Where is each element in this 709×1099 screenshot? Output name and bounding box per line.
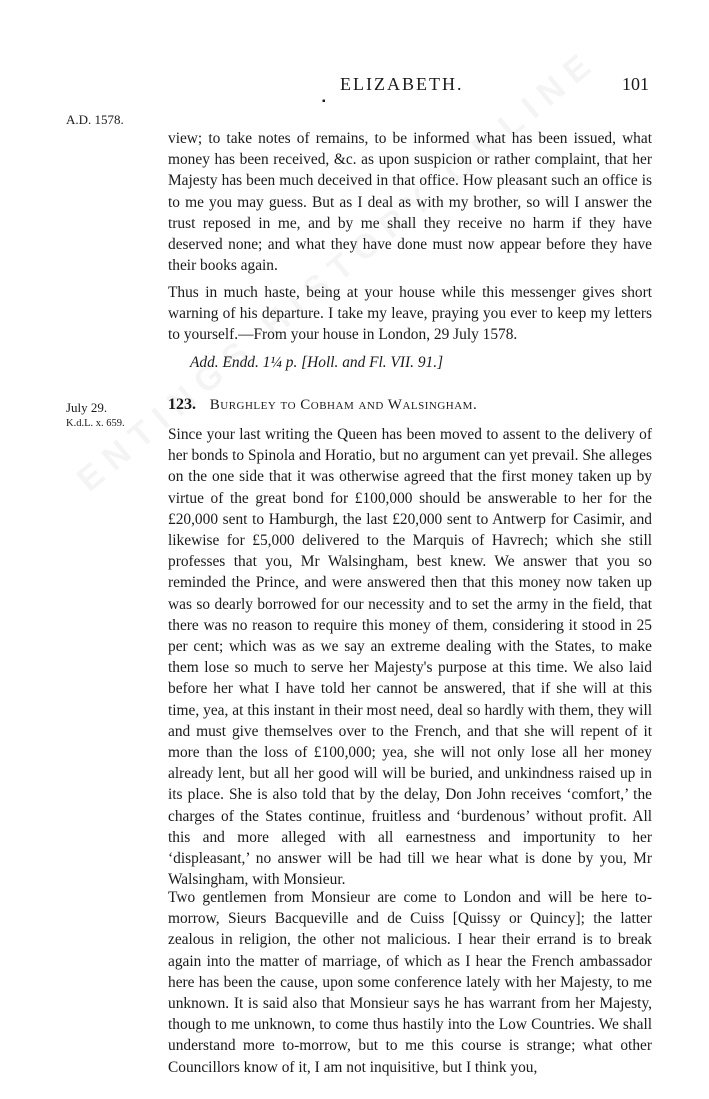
page-number: 101: [622, 74, 649, 94]
header-dot: ▪: [322, 96, 326, 107]
paragraph-3: Since your last writing the Queen has been moved to assent to the delivery of her bonds to Spinola and Horatio, but no argument can yet prevail. She alleges on the one side that it was otherwise agreed that the first money taken up by virtue of the great bond for £100,000 should be answerable to her for the £20,000 sent to Hamburgh, the last £20,000 sent to Antwerp for Casimir, and likewise for £5,000 delivered to the Marquis of Havrech; which she still professes that you, Mr Walsingham, best knew. We answer that you so reminded the Prince, and were answered then that this money now taken up was so dearly borrowed for our necessity and to set the army in the field, that there was no reason to require this money of them, considering it stood in 25 per cent; which was as we say an extreme dealing with the States, to make them lose so much to serve her Majesty's purpose at this time. We also laid before her what I have told her cannot be answered, that if she will at this time, yea, at this instant in their most need, deal so hardly with them, they will and must give themselves over to the French, and that she will repent of it more than the loss of £100,000; yea, she will not only lose all her money already lent, but all her good will will be buried, and unkindness raised up in its place. She is also told that by the delay, Don John receives ‘comfort,’ the charges of the States continue, fruitless and ‘burdenous’ without profit. All this and more alleged with all earnestness and importunity to her ‘displeasant,’ no answer will be had till we hear what is done by you, Mr Walsingham, with Monsieur.: [168, 426, 652, 889]
paragraph-1: view; to take notes of remains, to be informed what has been issued, what money has been received, &c. as upon suspicion or rather complaint, that her Majesty has been much deceived in that office. How pleasant such an office is to me you may guess. But as I deal as with my brother, so will I answer the trust reposed in me, and by me shall they receive no harm if they have deserved none; and what they have done must now appear before they have their books again.: [168, 130, 652, 275]
entry-title: Burghley to Cobham and Walsingham.: [209, 397, 478, 413]
paragraph-4: Two gentlemen from Monsieur are come to London and will be here to-morrow, Sieurs Bacqueville and de Cuiss [Quissy or Quincy]; the latter zealous in religion, the other not malicious. I hear their errand is to break again into the matter of marriage, of which as I hear the French ambassador here has been the cause, upon some conference lately with her Majesty, to me unknown. It is said also that Monsieur says he has warrant from her Majesty, though to me unknown, to come thus hastily into the Low Countries. We shall understand more to-morrow, but to me this course is strange; what other Councillors know of it, I am not inquisitive, but I think you,: [168, 889, 652, 1076]
endorsement-text: Add. Endd. 1¼ p. [Holl. and Fl. VII. 91.]: [190, 354, 444, 371]
margin-reference: K.d.L. x. 659.: [66, 418, 125, 429]
endorsement: [190, 352, 650, 373]
entry-number: 123.: [168, 396, 196, 413]
paragraph-2: Thus in much haste, being at your house while this messenger gives short warning of his departure. I take my leave, praying you ever to keep my letters to yourself.—From your house in London, 29 July 1578.: [168, 284, 652, 344]
margin-year: A.D. 1578.: [66, 112, 124, 127]
running-head: ELIZABETH.: [340, 74, 464, 94]
margin-date: July 29.: [66, 400, 108, 415]
entry-heading: [168, 396, 652, 414]
